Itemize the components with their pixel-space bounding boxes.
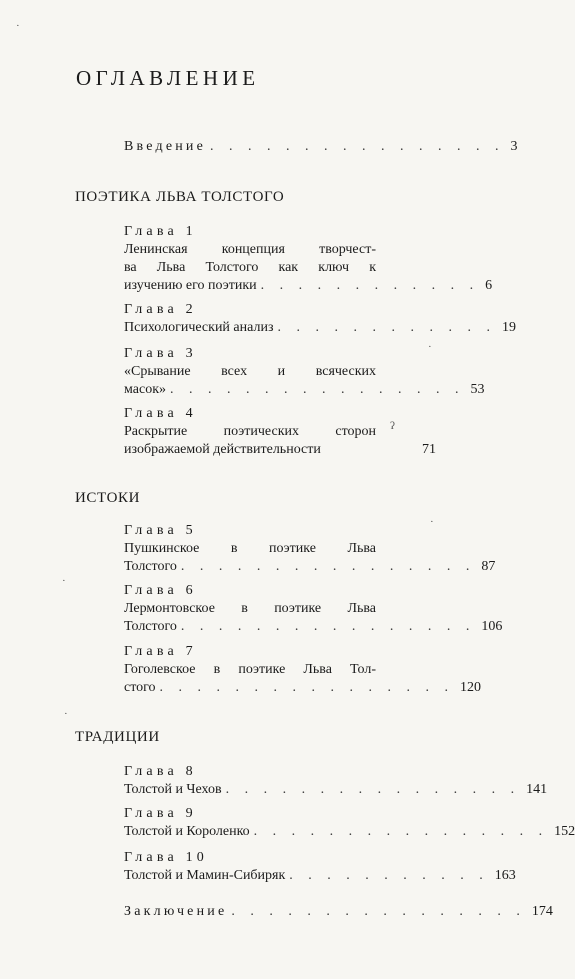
page-number: 3 [510, 139, 518, 154]
leader-dots: . . . . . . . . . . . . . . . . [180, 559, 476, 574]
section-heading: ТРАДИЦИИ [75, 729, 160, 745]
leader-dots: . . . . . . . . . . . . [277, 320, 496, 335]
toc-entry-chapter-7 [124, 643, 482, 697]
toc-entry-intro [124, 138, 518, 156]
chapter-label: Глава 2 [124, 302, 197, 317]
chapter-label: Глава 6 [124, 583, 197, 598]
leader-dots: . . . . . . . . . . . . . . . . [210, 139, 505, 154]
page-number: 87 [481, 559, 496, 574]
entry-line: ва Льва Толстого как ключ к [124, 260, 376, 275]
toc-entry-chapter-2 [124, 301, 516, 337]
leader-dots: . . . . . . . . . . . [289, 868, 489, 883]
leader-dots: . . . . . . . . . . . . . . . . [225, 782, 521, 797]
section-heading: ПОЭТИКА ЛЬВА ТОЛСТОГО [75, 189, 285, 205]
page-number: 163 [494, 868, 516, 883]
chapter-label: Глава 7 [124, 644, 197, 659]
section-heading: ИСТОКИ [75, 490, 141, 506]
page-number: 71 [422, 442, 436, 457]
entry-line: Толстой и Чехов [124, 782, 222, 797]
leader-dots: . . . . . . . . . . . . . . . . [159, 680, 455, 695]
page-number: 120 [460, 680, 482, 695]
scan-speck: · [64, 708, 68, 720]
page-number: 19 [501, 320, 516, 335]
page-title: ОГЛАВЛЕНИЕ [76, 66, 260, 90]
entry-line: Психологический анализ [124, 320, 274, 335]
toc-entry-chapter-8 [124, 763, 548, 799]
entry-line: Ленинская концепция творчест- [124, 242, 376, 257]
entry-line: Толстой и Короленко [124, 824, 250, 839]
toc-entry-chapter-9 [124, 805, 575, 841]
toc-entry-chapter-5 [124, 522, 496, 576]
entry-line: масок» [124, 382, 166, 397]
entry-line: Раскрытие поэтических сторон [124, 424, 376, 439]
entry-line: Лермонтовское в поэтике Льва [124, 601, 376, 616]
leader-dots: . . . . . . . . . . . . . . . . [170, 382, 465, 397]
chapter-label: Глава 9 [124, 806, 197, 821]
chapter-label: Глава 8 [124, 764, 197, 779]
page-number: 174 [531, 904, 553, 919]
page-number: 152 [554, 824, 575, 839]
entry-line: «Срывание всех и всяческих [124, 364, 376, 379]
leader-dots: . . . . . . . . . . . . . . . . [253, 824, 549, 839]
entry-line: Гоголевское в поэтике Льва Тол- [124, 662, 376, 677]
entry-line: Толстого [124, 559, 177, 574]
scan-speck: · [430, 516, 434, 528]
entry-line: Пушкинское в поэтике Льва [124, 541, 376, 556]
page-number: 106 [481, 619, 503, 634]
toc-entry-chapter-6 [124, 582, 503, 636]
entry-line: Толстой и Мамин-Сибиряк [124, 868, 286, 883]
toc-entry-chapter-4 [124, 405, 436, 459]
chapter-label: Глава 3 [124, 346, 197, 361]
leader-dots: . . . . . . . . . . . . . . . . [180, 619, 476, 634]
toc-entry-chapter-1 [124, 223, 493, 295]
chapter-label: Глава 1 [124, 224, 197, 239]
page-number: 6 [485, 278, 493, 293]
entry-line: изучению его поэтики [124, 278, 257, 293]
page-number: 141 [526, 782, 548, 797]
chapter-label: Глава 10 [124, 850, 208, 865]
entry-line: Толстого [124, 619, 177, 634]
toc-entry-conclusion [124, 903, 553, 921]
scan-speck: · [428, 341, 432, 353]
toc-entry-chapter-10 [124, 849, 516, 885]
entry-label: Введение [124, 139, 207, 154]
leader-dots: . . . . . . . . . . . . . . . . [231, 904, 526, 919]
scan-speck: · [62, 575, 66, 587]
toc-entry-chapter-3 [124, 345, 485, 399]
leader-dots: . . . . . . . . . . . . [260, 278, 480, 293]
chapter-label: Глава 5 [124, 523, 197, 538]
entry-label: Заключение [124, 904, 228, 919]
chapter-label: Глава 4 [124, 406, 197, 421]
scan-speck: · [16, 20, 20, 32]
page-number: 53 [470, 382, 485, 397]
entry-line: стого [124, 680, 156, 695]
entry-line: изображаемой действительности [124, 442, 321, 457]
scan-speck: ʔ [390, 420, 395, 432]
